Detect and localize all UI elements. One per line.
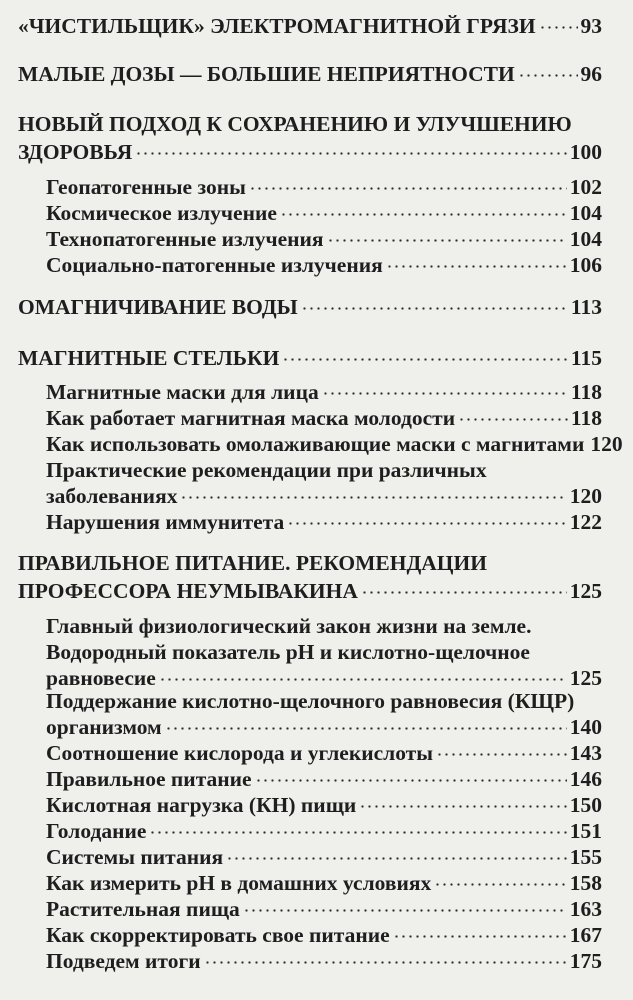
toc-item-title: Кислотная нагрузка (КН) пищи bbox=[46, 793, 357, 817]
dot-leader bbox=[359, 805, 567, 808]
toc-subentry bbox=[46, 715, 602, 740]
dot-leader bbox=[243, 909, 567, 912]
dot-leader bbox=[518, 74, 578, 77]
toc-entry bbox=[18, 579, 602, 604]
toc-section-title: ПРАВИЛЬНОЕ ПИТАНИЕ. РЕКОМЕНДАЦИИ bbox=[18, 551, 487, 575]
toc-item-title: Геопатогенные зоны bbox=[46, 175, 246, 199]
toc-entry bbox=[18, 140, 602, 165]
toc-subentry bbox=[46, 949, 602, 974]
toc-item-title: Технопатогенные излучения bbox=[46, 227, 324, 251]
toc-page-number: 155 bbox=[569, 845, 602, 869]
toc-subentry bbox=[46, 175, 602, 200]
toc-page-number: 151 bbox=[569, 819, 602, 843]
toc-item-title: Социально-патогенные излучения bbox=[46, 253, 383, 277]
toc-subentry bbox=[46, 227, 602, 252]
toc-item-title: Водородный показатель pH и кислотно-щелочное bbox=[46, 640, 530, 664]
toc-entry bbox=[18, 62, 602, 87]
toc-subentry bbox=[46, 666, 602, 691]
dot-leader bbox=[255, 779, 567, 782]
toc-subentry bbox=[46, 923, 602, 948]
toc-page-number: 163 bbox=[569, 897, 602, 921]
toc-section-title: «ЧИСТИЛЬЩИК» ЭЛЕКТРОМАГНИТНОЙ ГРЯЗИ bbox=[18, 14, 536, 38]
toc-subentry bbox=[46, 432, 623, 457]
toc-title-line bbox=[18, 551, 602, 576]
toc-item-title: Магнитные маски для лица bbox=[46, 380, 319, 404]
toc-section-title: ОМАГНИЧИВАНИЕ ВОДЫ bbox=[18, 295, 298, 319]
toc-item-title: Голодание bbox=[46, 819, 147, 843]
dot-leader bbox=[361, 591, 567, 594]
toc-page-number: 146 bbox=[569, 767, 602, 791]
toc-item-title: Растительная пища bbox=[46, 897, 240, 921]
dot-leader bbox=[327, 239, 567, 242]
toc-item-title: равновесие bbox=[46, 666, 156, 690]
dot-leader bbox=[539, 26, 578, 29]
toc-page-number: 158 bbox=[569, 871, 602, 895]
dot-leader bbox=[301, 307, 568, 310]
toc-item-title: Как измерить pH в домашних условиях bbox=[46, 871, 432, 895]
toc-item-title: Правильное питание bbox=[46, 767, 252, 791]
toc-item-title: Космическое излучение bbox=[46, 201, 277, 225]
dot-leader bbox=[159, 678, 567, 681]
toc-item-title: Поддержание кислотно-щелочного равновесия (КЩР) bbox=[46, 689, 575, 713]
toc-item-title: Как использовать омолаживающие маски с магнитами bbox=[46, 432, 585, 456]
toc-page-number: 106 bbox=[569, 253, 602, 277]
toc-subentry-title-line bbox=[46, 689, 602, 714]
dot-leader bbox=[149, 831, 566, 834]
toc-title-line bbox=[18, 112, 602, 137]
toc-entry bbox=[18, 346, 602, 371]
toc-page-number: 115 bbox=[570, 346, 602, 370]
toc-page-number: 175 bbox=[569, 949, 602, 973]
dot-leader bbox=[322, 392, 568, 395]
toc-page-number: 100 bbox=[569, 140, 602, 164]
toc-page-number: 104 bbox=[569, 227, 602, 251]
toc-subentry bbox=[46, 406, 602, 431]
toc-page-number: 125 bbox=[569, 579, 602, 603]
dot-leader bbox=[135, 152, 567, 155]
toc-subentry bbox=[46, 897, 602, 922]
toc-item-title: Подведем итоги bbox=[46, 949, 201, 973]
dot-leader bbox=[204, 961, 567, 964]
toc-item-title: Как работает магнитная маска молодости bbox=[46, 406, 456, 430]
toc-item-title: Главный физиологический закон жизни на земле. bbox=[46, 614, 532, 638]
toc-page-number: 150 bbox=[569, 793, 602, 817]
toc-page-number: 104 bbox=[569, 201, 602, 225]
toc-page-number: 140 bbox=[569, 715, 602, 739]
toc-section-title: МАЛЫЕ ДОЗЫ — БОЛЬШИЕ НЕПРИЯТНОСТИ bbox=[18, 62, 515, 86]
toc-entry bbox=[18, 14, 602, 39]
toc-page-number: 113 bbox=[570, 295, 602, 319]
dot-leader bbox=[287, 522, 566, 525]
dot-leader bbox=[165, 727, 567, 730]
toc-subentry bbox=[46, 741, 602, 766]
toc-page-number: 120 bbox=[590, 432, 623, 456]
toc-subentry bbox=[46, 793, 602, 818]
dot-leader bbox=[280, 213, 567, 216]
toc-subentry bbox=[46, 380, 602, 405]
toc-section-title: НОВЫЙ ПОДХОД К СОХРАНЕНИЮ И УЛУЧШЕНИЮ bbox=[18, 112, 572, 136]
toc-subentry bbox=[46, 767, 602, 792]
toc-subentry bbox=[46, 845, 602, 870]
toc-page-number: 93 bbox=[580, 14, 602, 38]
dot-leader bbox=[180, 496, 566, 499]
toc-section-title: МАГНИТНЫЕ СТЕЛЬКИ bbox=[18, 346, 280, 370]
dot-leader bbox=[249, 187, 567, 190]
toc-subentry-title-line bbox=[46, 640, 602, 665]
toc-page-number: 96 bbox=[580, 62, 602, 86]
toc-subentry bbox=[46, 201, 602, 226]
toc-subentry bbox=[46, 871, 602, 896]
toc-item-title: Нарушения иммунитета bbox=[46, 510, 285, 534]
dot-leader bbox=[458, 418, 568, 421]
toc-entry bbox=[18, 295, 602, 320]
toc-item-title: Системы питания bbox=[46, 845, 224, 869]
toc-page-number: 120 bbox=[569, 484, 602, 508]
toc-page-number: 102 bbox=[569, 175, 602, 199]
dot-leader bbox=[436, 753, 567, 756]
toc-page-number: 122 bbox=[569, 510, 602, 534]
toc-subentry bbox=[46, 510, 602, 535]
toc-item-title: Как скорректировать свое питание bbox=[46, 923, 390, 947]
toc-subentry-title-line bbox=[46, 614, 602, 639]
toc-page-number: 125 bbox=[569, 666, 602, 690]
toc-subentry-title-line bbox=[46, 458, 602, 483]
toc-page-number: 143 bbox=[569, 741, 602, 765]
toc-subentry bbox=[46, 484, 602, 509]
dot-leader bbox=[386, 265, 567, 268]
toc-item-title: организмом bbox=[46, 715, 162, 739]
dot-leader bbox=[226, 857, 567, 860]
toc-section-title: ЗДОРОВЬЯ bbox=[18, 140, 133, 164]
toc-page-number: 118 bbox=[570, 380, 602, 404]
dot-leader bbox=[393, 935, 567, 938]
toc-subentry bbox=[46, 253, 602, 278]
toc-subentry bbox=[46, 819, 602, 844]
dot-leader bbox=[434, 883, 567, 886]
toc-item-title: Практические рекомендации при различных bbox=[46, 458, 487, 482]
toc-page-number: 118 bbox=[570, 406, 602, 430]
dot-leader bbox=[282, 358, 568, 361]
toc-page-number: 167 bbox=[569, 923, 602, 947]
toc-item-title: Соотношение кислорода и углекислоты bbox=[46, 741, 434, 765]
toc-section-title: ПРОФЕССОРА НЕУМЫВАКИНА bbox=[18, 579, 358, 603]
toc-item-title: заболеваниях bbox=[46, 484, 178, 508]
